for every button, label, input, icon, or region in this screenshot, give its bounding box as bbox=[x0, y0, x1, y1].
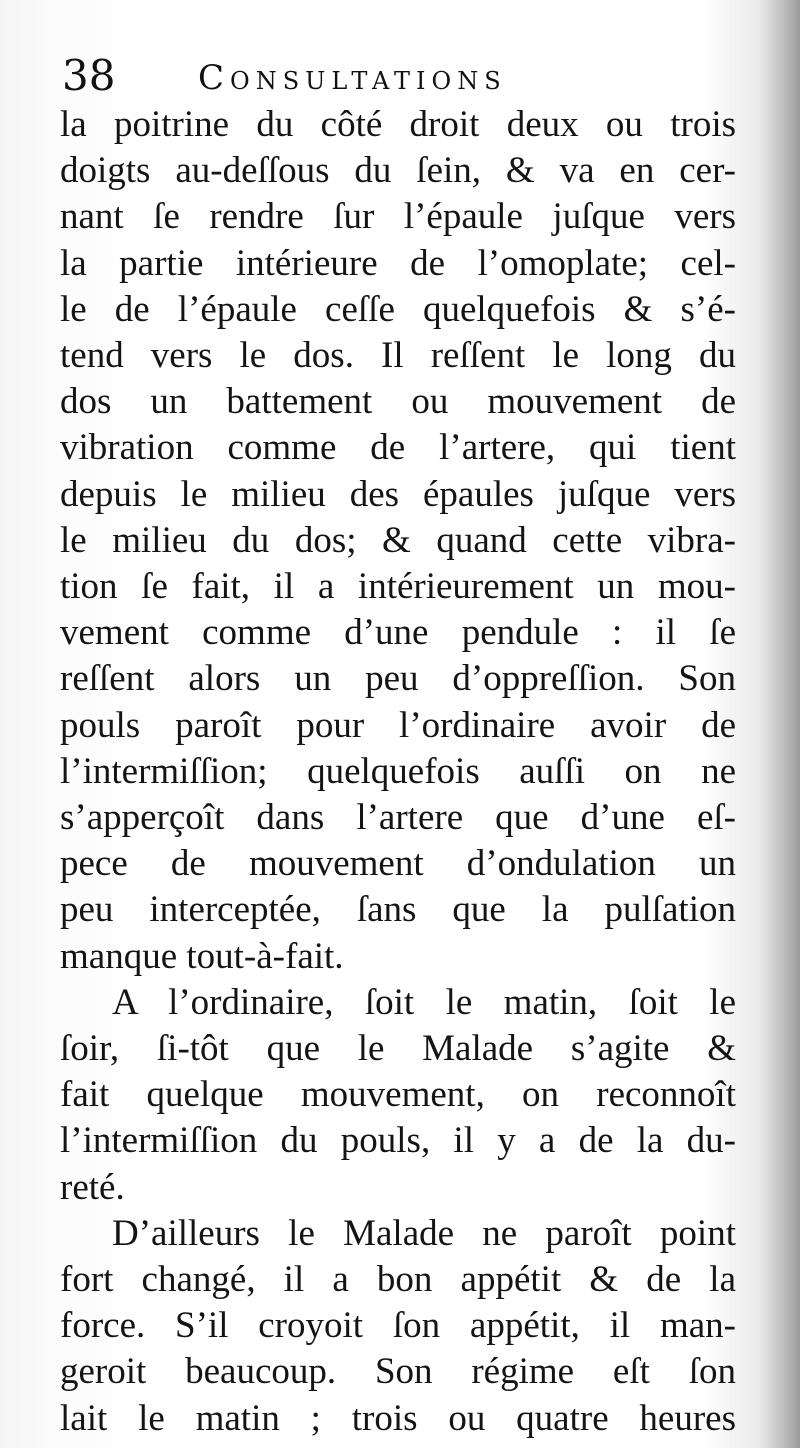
text-line: tion ſe fait, il a intérieurement un mou- bbox=[60, 566, 736, 607]
text-line: nant ſe rendre ſur l’épaule juſque vers bbox=[60, 196, 736, 238]
text-line: la poitrine du côté droit deux ou trois bbox=[60, 104, 736, 145]
text-line: lait le matin ; trois ou quatre heures bbox=[60, 1397, 736, 1439]
text-line: doigts au-deſſous du ſein, & va en cer- bbox=[60, 150, 736, 192]
text-line: s’apperçoît dans l’artere que d’une eſ- bbox=[60, 797, 736, 838]
text-line: l’intermiſſion; quelquefois auſſi on ne bbox=[60, 750, 736, 792]
text-line: fait quelque mouvement, on reconnoît bbox=[60, 1074, 736, 1116]
text-line: pece de mouvement d’ondulation un bbox=[60, 843, 736, 885]
running-title: Consultations bbox=[198, 58, 507, 98]
text-line: vement comme d’une pendule : il ſe bbox=[60, 612, 736, 654]
text-line: fort changé, il a bon appétit & de la bbox=[60, 1259, 736, 1300]
text-line: le de l’épaule ceſſe quelquefois & s’é- bbox=[60, 288, 736, 330]
text-line: vibration comme de l’artere, qui tient bbox=[60, 427, 736, 469]
text-line: peu interceptée, ſans que la pulſation bbox=[60, 889, 736, 931]
text-line: reſſent alors un peu d’oppreſſion. Son bbox=[60, 658, 736, 700]
page-number: 38 bbox=[62, 51, 116, 100]
text-line: force. S’il croyoit ſon appétit, il man- bbox=[60, 1305, 736, 1347]
text-line: depuis le milieu des épaules juſque vers bbox=[60, 473, 736, 515]
paragraph-first-line: D’ailleurs le Malade ne paroît point bbox=[112, 1212, 736, 1254]
text-line: dos un battement ou mouvement de bbox=[60, 381, 736, 423]
text-line: la partie intérieure de l’omoplate; cel- bbox=[60, 242, 736, 284]
text-line: tend vers le dos. Il reſſent le long du bbox=[60, 335, 736, 376]
text-line: l’intermiſſion du pouls, il y a de la du- bbox=[60, 1120, 736, 1162]
text-line: reté. bbox=[60, 1166, 125, 1208]
text-line: pouls paroît pour l’ordinaire avoir de bbox=[60, 704, 736, 746]
text-line: geroit beaucoup. Son régime eſt ſon bbox=[60, 1351, 736, 1393]
text-line: ſoir, ſi-tôt que le Malade s’agite & bbox=[60, 1028, 736, 1069]
paragraph-first-line: A l’ordinaire, ſoit le matin, ſoit le bbox=[112, 981, 736, 1023]
page-header bbox=[62, 48, 662, 104]
text-line: manque tout-à-fait. bbox=[60, 935, 344, 977]
text-line: le milieu du dos; & quand cette vibra- bbox=[60, 519, 736, 561]
